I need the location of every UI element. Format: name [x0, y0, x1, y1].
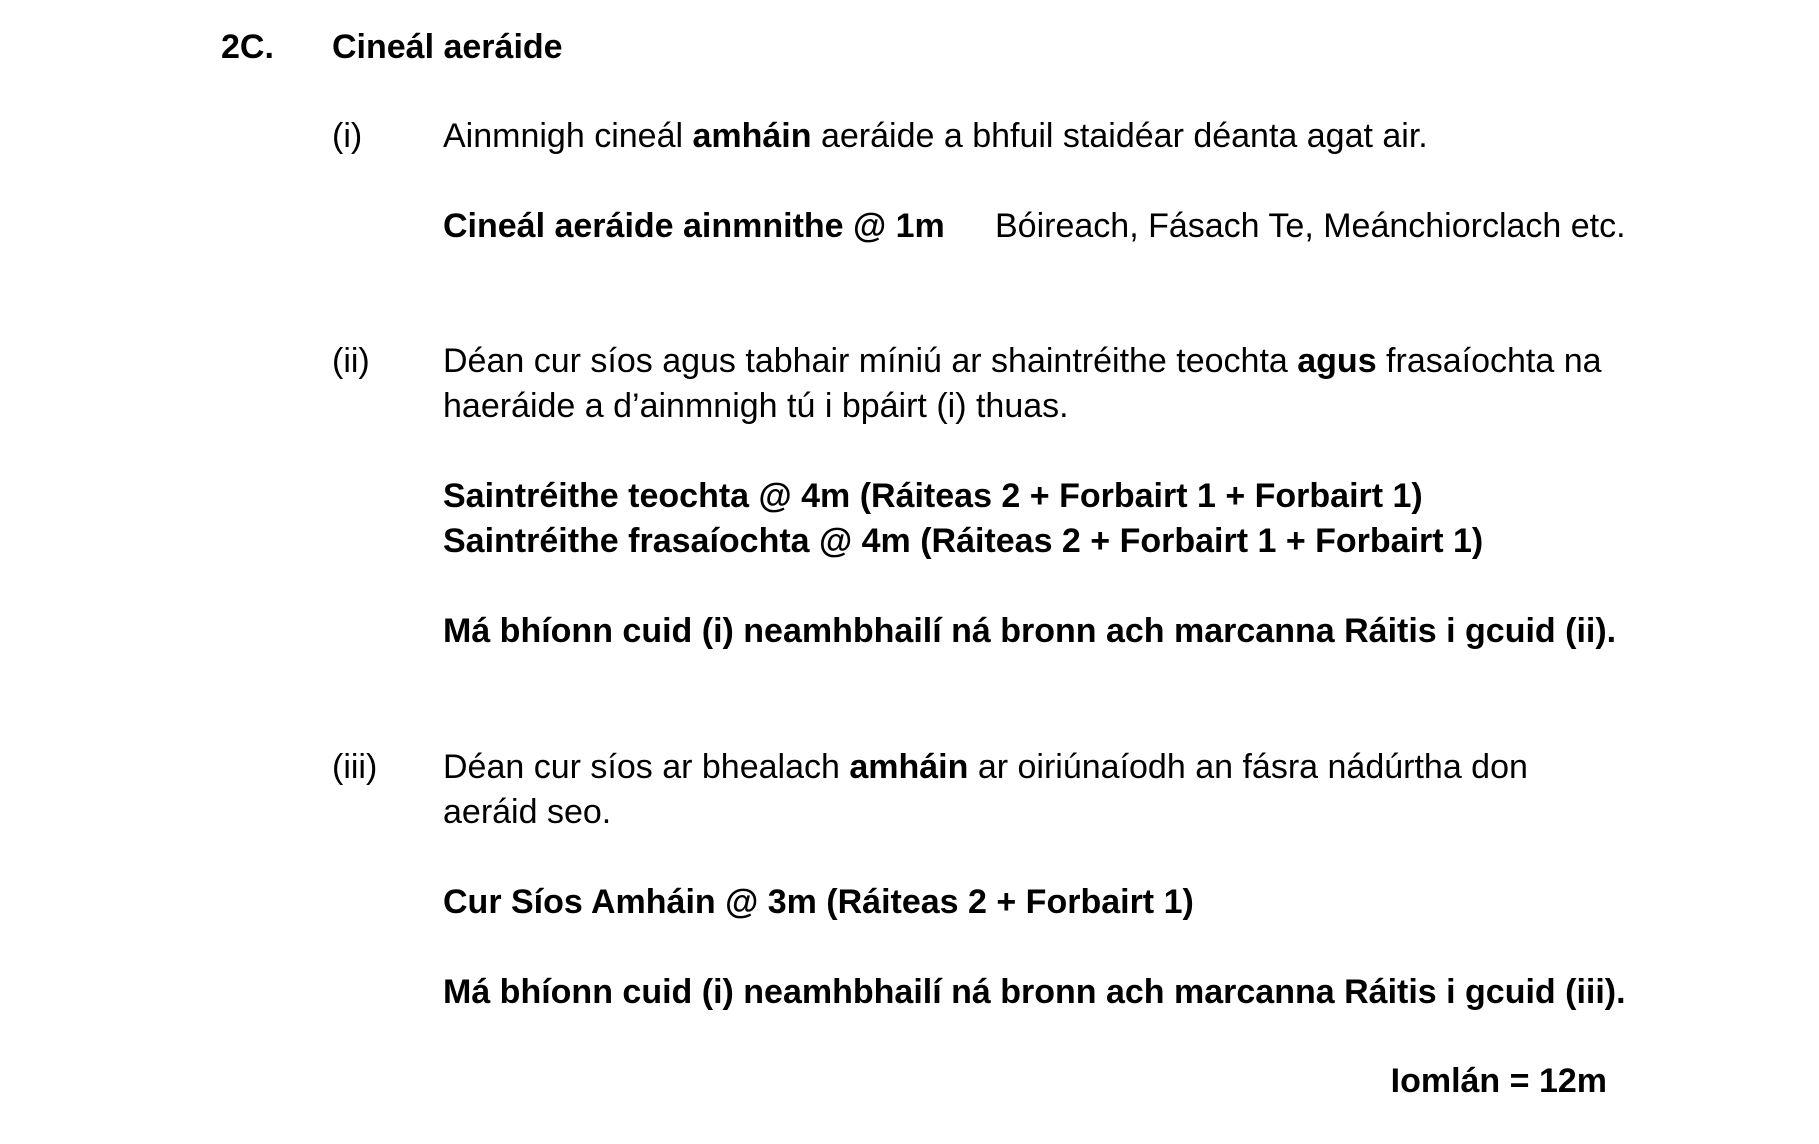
part-ii-note: Má bhíonn cuid (i) neamhbhailí ná bronn ach marcanna Ráitis i gcuid (ii). [443, 612, 1617, 650]
part-i-mark-examples: Bóireach, Fásach Te, Meánchiorclach etc. [995, 207, 1626, 245]
part-iii-note: Má bhíonn cuid (i) neamhbhailí ná bronn ach marcanna Ráitis i gcuid (iii). [443, 973, 1626, 1011]
part-iii-text-before: Déan cur síos ar bhealach [443, 748, 850, 786]
part-iii-question-line1 [443, 744, 1528, 790]
part-iii-text-bold: amháin [849, 748, 969, 786]
part-ii-text-after: frasaíochta na [1376, 342, 1602, 380]
part-iii-number: (iii) [332, 748, 378, 786]
part-i-text-after: aeráide a bhfuil staidéar déanta agat air. [811, 117, 1428, 155]
part-iii-scheme-line1: Cur Síos Amháin @ 3m (Ráiteas 2 + Forbairt 1) [443, 883, 1194, 921]
part-ii-question-line1 [443, 338, 1602, 384]
part-ii-number: (ii) [332, 342, 370, 380]
part-ii-question-line2: haeráide a d’ainmnigh tú i bpáirt (i) thuas. [443, 387, 1069, 425]
question-title: Cineál aeráide [332, 28, 563, 66]
part-i-text-before: Ainmnigh cineál [443, 117, 693, 155]
part-iii-text-after: ar oiriúnaíodh an fásra nádúrtha don [968, 748, 1528, 786]
part-i-question [443, 113, 1428, 159]
part-i-number: (i) [332, 117, 363, 155]
part-iii-question-line2: aeráid seo. [443, 793, 612, 831]
part-ii-scheme-line2: Saintréithe frasaíochta @ 4m (Ráiteas 2 + Forbairt 1 + Forbairt 1) [443, 522, 1484, 560]
total-marks: Iomlán = 12m [1390, 1062, 1607, 1100]
part-ii-text-before: Déan cur síos agus tabhair míniú ar shaintréithe teochta [443, 342, 1298, 380]
part-i-text-bold: amháin [692, 117, 812, 155]
part-ii-text-bold: agus [1297, 342, 1377, 380]
part-ii-scheme-line1: Saintréithe teochta @ 4m (Ráiteas 2 + Forbairt 1 + Forbairt 1) [443, 477, 1423, 515]
question-number: 2C. [221, 28, 274, 66]
part-i-mark-label: Cineál aeráide ainmnithe @ 1m [443, 207, 945, 245]
